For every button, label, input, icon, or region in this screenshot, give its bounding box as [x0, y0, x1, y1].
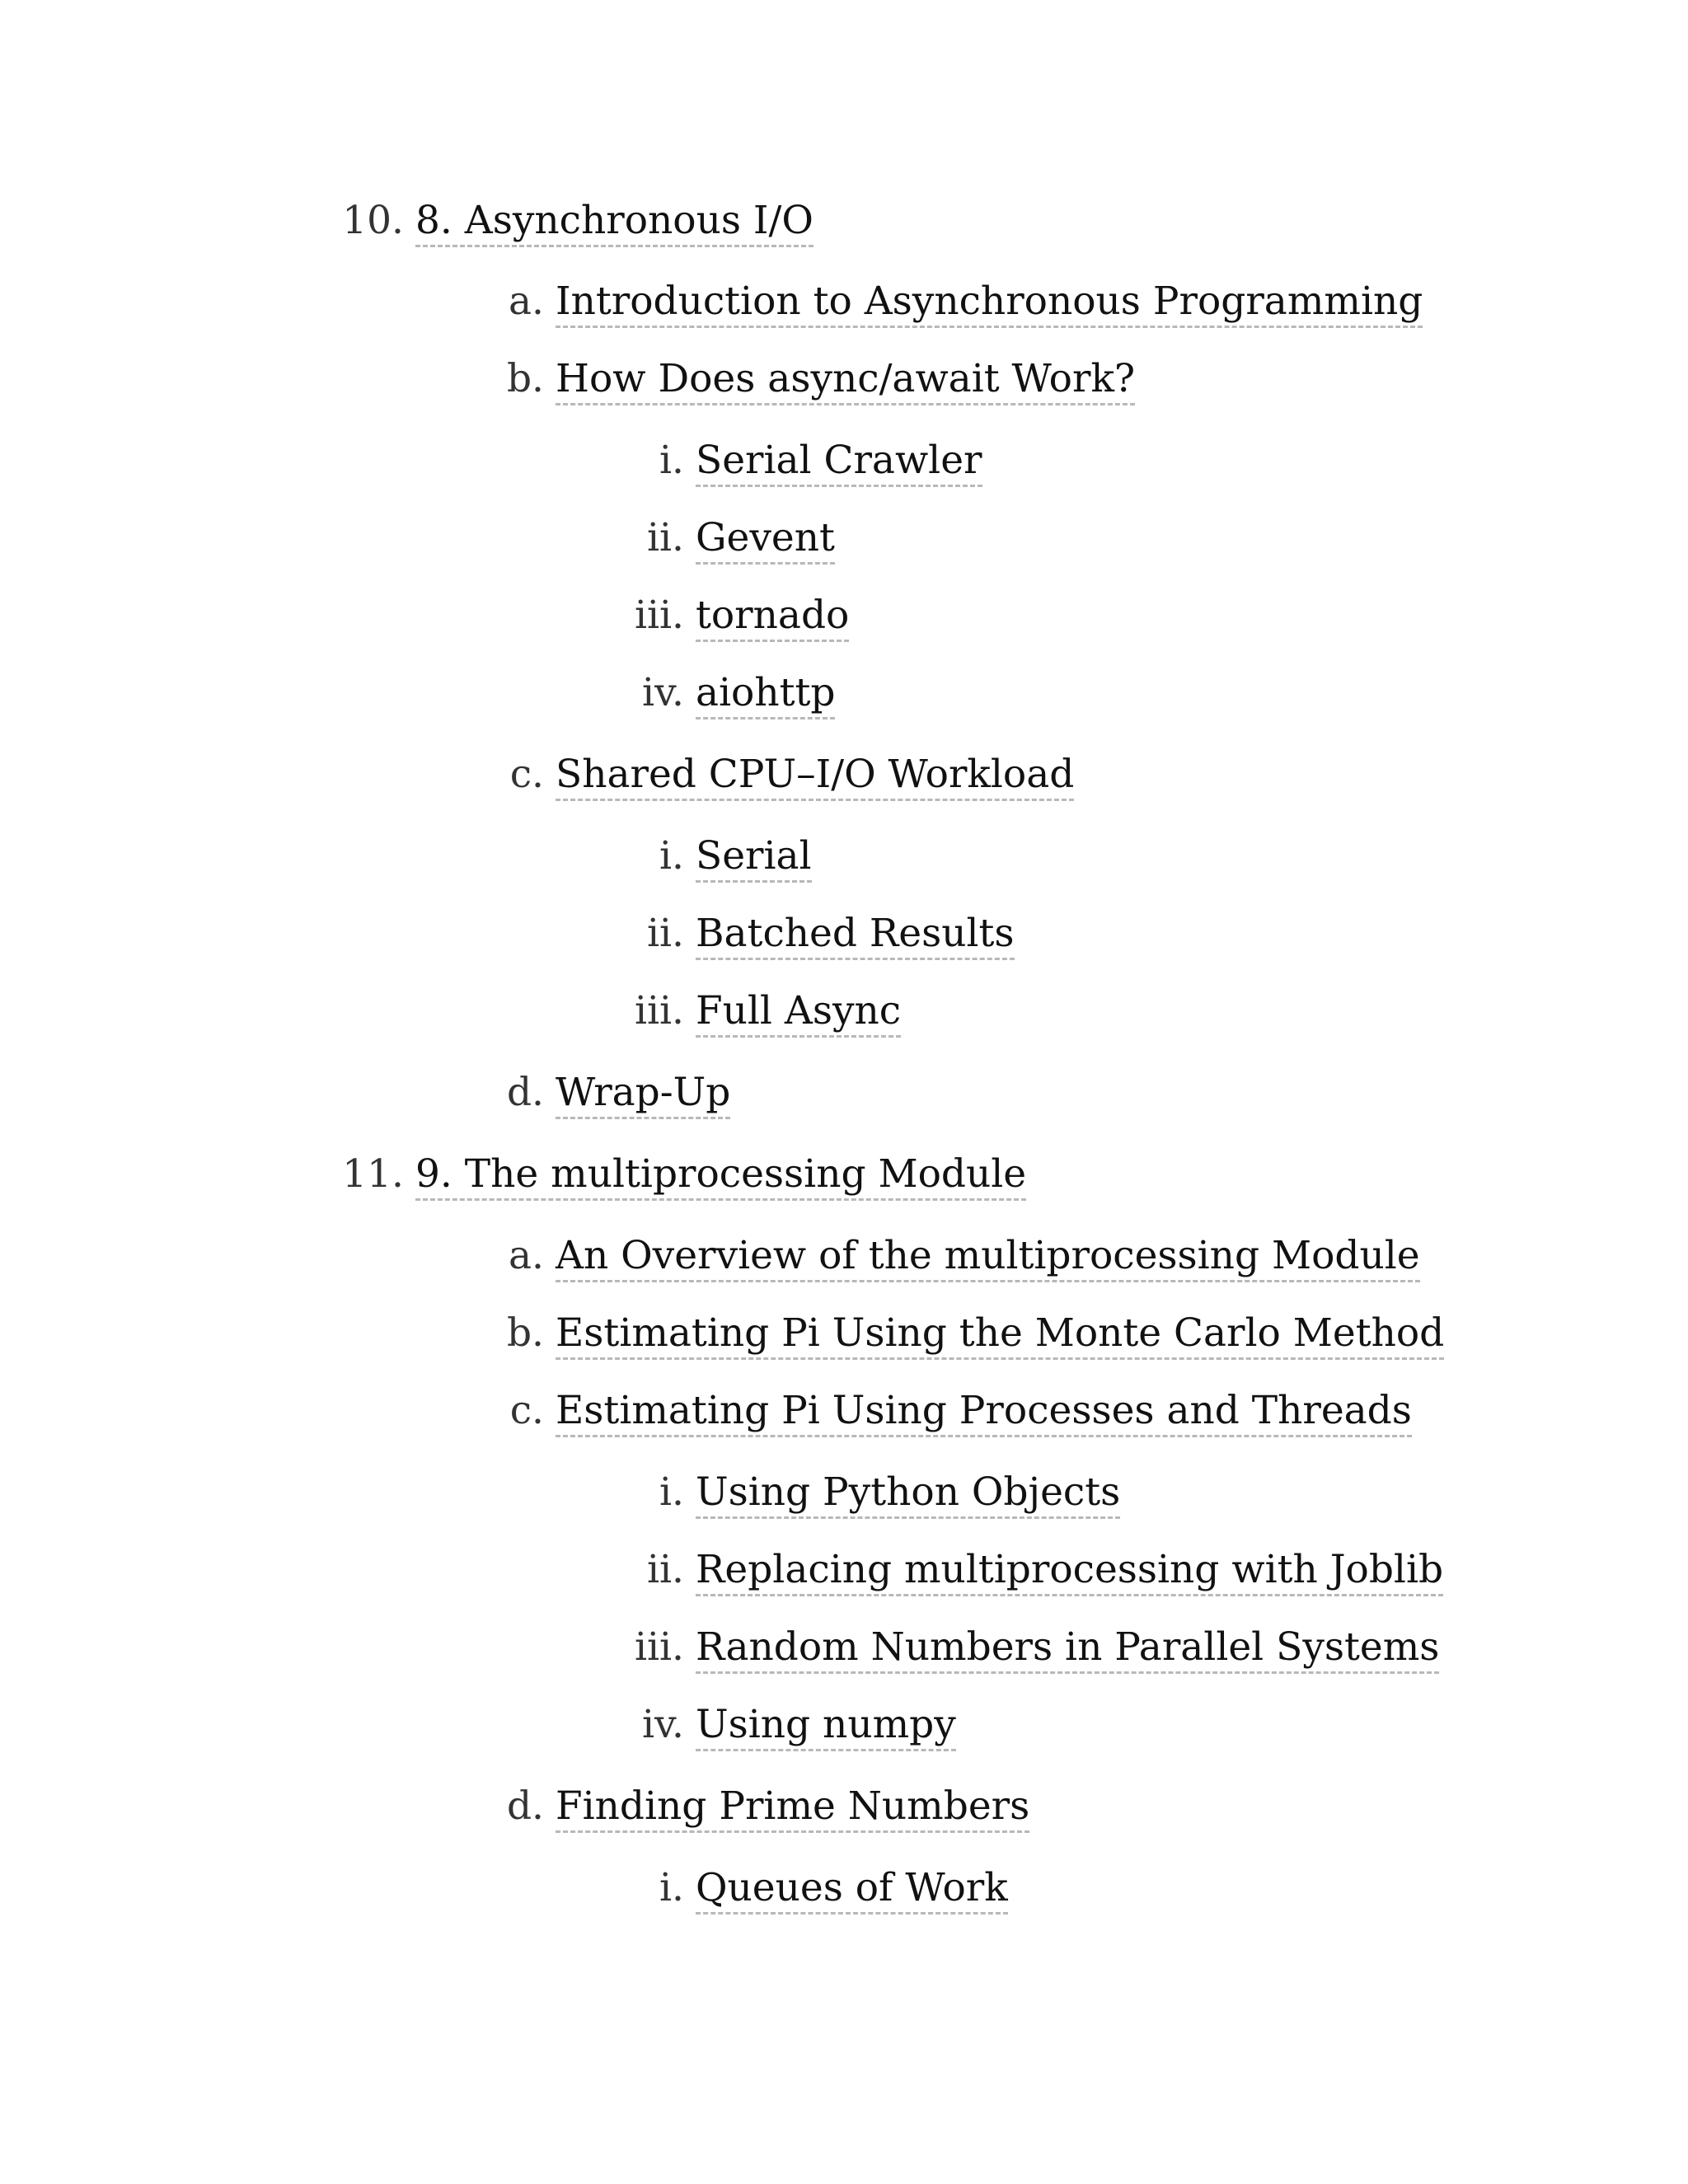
list-marker: a.	[509, 279, 544, 324]
toc-link-serial[interactable]: Serial	[696, 834, 812, 883]
list-marker: 10.	[342, 198, 404, 243]
toc-subsection	[610, 982, 901, 1040]
list-marker: i.	[659, 833, 684, 879]
toc-link-full-async[interactable]: Full Async	[696, 989, 901, 1038]
toc-chapter-10	[330, 192, 814, 250]
list-marker: iv.	[642, 670, 684, 715]
toc-chapter-11	[330, 1146, 1026, 1203]
toc-link-multiprocessing-module[interactable]: 9. The multiprocessing Module	[415, 1152, 1026, 1201]
toc-subsection	[610, 1619, 1439, 1676]
toc-subsection	[610, 1464, 1120, 1521]
toc-section	[462, 1382, 1412, 1440]
toc-link-batched-results[interactable]: Batched Results	[696, 912, 1015, 960]
list-marker: i.	[659, 1865, 684, 1910]
toc-section	[462, 1227, 1420, 1285]
list-marker: c.	[509, 1388, 544, 1433]
list-marker: a.	[509, 1233, 544, 1278]
toc-link-asynchronous-io[interactable]: 8. Asynchronous I/O	[415, 199, 814, 247]
list-marker: b.	[506, 1310, 544, 1356]
toc-link-shared-cpu-io-workload[interactable]: Shared CPU–I/O Workload	[556, 752, 1074, 801]
toc-link-random-numbers-parallel[interactable]: Random Numbers in Parallel Systems	[696, 1625, 1439, 1674]
toc-link-queues-of-work[interactable]: Queues of Work	[696, 1866, 1008, 1915]
list-marker: iii.	[634, 988, 684, 1033]
list-marker: iii.	[634, 1624, 684, 1670]
list-marker: d.	[506, 1070, 544, 1115]
toc-section	[462, 1305, 1444, 1362]
toc-link-using-python-objects[interactable]: Using Python Objects	[696, 1470, 1120, 1519]
list-marker: c.	[509, 752, 544, 797]
list-marker: i.	[659, 438, 684, 483]
list-marker: ii.	[646, 515, 684, 560]
toc-link-estimating-pi-monte-carlo[interactable]: Estimating Pi Using the Monte Carlo Method	[556, 1311, 1444, 1360]
toc-link-aiohttp[interactable]: aiohttp	[696, 671, 835, 719]
toc-subsection	[610, 827, 812, 885]
toc-subsection	[610, 1541, 1443, 1599]
list-marker: d.	[506, 1783, 544, 1829]
toc-subsection	[610, 432, 982, 490]
toc-link-replacing-with-joblib[interactable]: Replacing multiprocessing with Joblib	[696, 1548, 1443, 1596]
toc-link-finding-prime-numbers[interactable]: Finding Prime Numbers	[556, 1784, 1029, 1833]
list-marker: ii.	[646, 1547, 684, 1592]
list-marker: iii.	[634, 593, 684, 638]
toc-section	[462, 1064, 730, 1122]
toc-subsection	[610, 905, 1015, 963]
toc-link-gevent[interactable]: Gevent	[696, 516, 835, 565]
list-marker: iv.	[642, 1702, 684, 1747]
toc-subsection	[610, 664, 835, 722]
toc-link-using-numpy[interactable]: Using numpy	[696, 1703, 956, 1751]
list-marker: ii.	[646, 911, 684, 956]
toc-link-serial-crawler[interactable]: Serial Crawler	[696, 438, 982, 487]
toc-subsection	[610, 1859, 1008, 1917]
toc-section	[462, 746, 1074, 804]
toc-section	[462, 350, 1135, 408]
toc-link-how-async-await-works[interactable]: How Does async/await Work?	[556, 357, 1135, 405]
toc-link-wrap-up[interactable]: Wrap-Up	[556, 1071, 730, 1119]
list-marker: i.	[659, 1469, 684, 1515]
toc-section	[462, 273, 1423, 330]
toc-subsection	[610, 587, 849, 644]
list-marker: b.	[506, 356, 544, 401]
toc-section	[462, 1778, 1029, 1835]
toc-link-multiprocessing-overview[interactable]: An Overview of the multiprocessing Module	[556, 1234, 1420, 1282]
toc-link-intro-async-programming[interactable]: Introduction to Asynchronous Programming	[556, 279, 1423, 328]
toc-subsection	[610, 509, 835, 567]
toc-link-estimating-pi-processes-threads[interactable]: Estimating Pi Using Processes and Threads	[556, 1389, 1412, 1437]
toc-link-tornado[interactable]: tornado	[696, 593, 849, 642]
toc-subsection	[610, 1696, 956, 1754]
list-marker: 11.	[342, 1151, 404, 1197]
